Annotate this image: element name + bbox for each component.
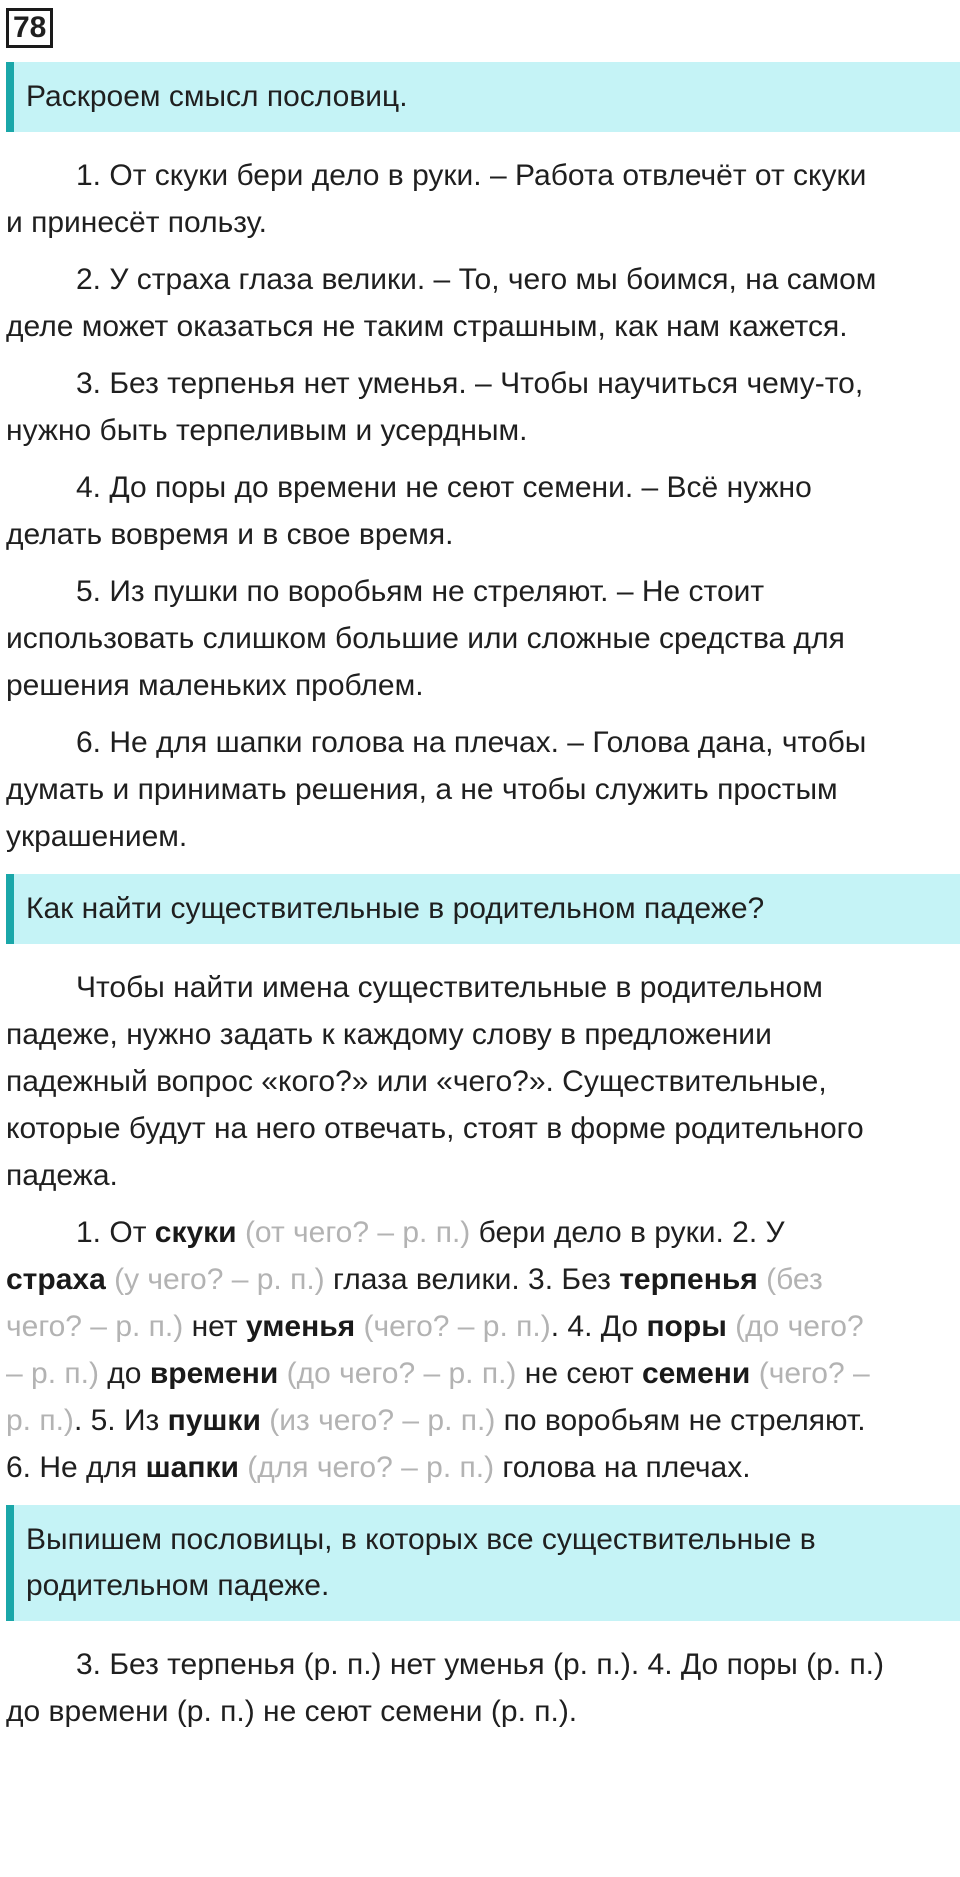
genitive-intro: Чтобы найти имена существительные в родительном падеже, нужно задать к каждому слову в предложении падежный вопрос «кого?» или «чего?». Существительные, которые будут на него отвечать, стоят в форме родительного падежа. <box>6 971 864 1192</box>
case-question-hint: (без чего? – р. п.) <box>6 1263 823 1343</box>
genitive-noun: страха <box>6 1263 106 1296</box>
genitive-noun: поры <box>646 1310 727 1343</box>
case-question-hint: (чего? – р. п.) <box>355 1310 551 1343</box>
genitive-noun: скуки <box>154 1216 237 1249</box>
section-header-meaning: Раскроем смысл пословиц. <box>6 62 960 132</box>
analysis-text: по воробьям не стреляют. 6. Не для <box>6 1404 866 1484</box>
analysis-text: 1. От <box>76 1216 155 1249</box>
genitive-noun: шапки <box>145 1451 239 1484</box>
analysis-text: . 5. Из <box>73 1404 168 1437</box>
analysis-text: нет <box>183 1310 246 1343</box>
case-question-hint: (из чего? – р. п.) <box>260 1404 496 1437</box>
case-question-hint: (до чего? – р. п.) <box>278 1357 517 1390</box>
case-question-hint: (у чего? – р. п.) <box>105 1263 325 1296</box>
genitive-noun: уменья <box>245 1310 356 1343</box>
genitive-analysis <box>6 1209 886 1491</box>
genitive-noun: пушки <box>167 1404 261 1437</box>
proverb-meaning-4: 4. До поры до времени не сеют семени. – Всё нужно делать вовремя и в свое время. <box>6 471 812 551</box>
proverb-meaning-6: 6. Не для шапки голова на плечах. – Голова дана, чтобы думать и принимать решения, а не чтобы служить простым украшением. <box>6 726 867 853</box>
analysis-text: голова на плечах. <box>494 1451 751 1484</box>
analysis-text: глаза велики. 3. Без <box>324 1263 620 1296</box>
genitive-noun: семени <box>641 1357 751 1390</box>
analysis-text: не сеют <box>516 1357 642 1390</box>
case-question-hint: (для чего? – р. п.) <box>238 1451 495 1484</box>
case-question-hint: (чего? – р. п.) <box>6 1357 870 1437</box>
proverb-meaning-2: 2. У страха глаза велики. – То, чего мы боимся, на самом деле может оказаться не таким страшным, как нам кажется. <box>6 263 877 343</box>
analysis-text: . 4. До <box>550 1310 647 1343</box>
proverb-meaning-1: 1. От скуки бери дело в руки. – Работа отвлечёт от скуки и принесёт пользу. <box>6 159 867 239</box>
genitive-noun: терпенья <box>619 1263 758 1296</box>
task-number: 78 <box>6 8 53 48</box>
analysis-text: бери дело в руки. 2. У <box>470 1216 785 1249</box>
section-header-genitive: Как найти существительные в родительном падеже? <box>6 874 960 944</box>
analysis-text: до <box>98 1357 150 1390</box>
answer-proverbs: 3. Без терпенья (р. п.) нет уменья (р. п.). 4. До поры (р. п.) до времени (р. п.) не сеют семени (р. п.). <box>6 1648 885 1728</box>
proverb-meaning-3: 3. Без терпенья нет уменья. – Чтобы научиться чему-то, нужно быть терпеливым и усердным. <box>6 367 864 447</box>
case-question-hint: (от чего? – р. п.) <box>236 1216 471 1249</box>
proverb-meaning-5: 5. Из пушки по воробьям не стреляют. – Не стоит использовать слишком большие или сложные средства для решения маленьких проблем. <box>6 575 845 702</box>
section-header-write-out: Выпишем пословицы, в которых все существительные в родительном падеже. <box>6 1505 960 1621</box>
genitive-noun: времени <box>149 1357 279 1390</box>
case-question-hint: (до чего? – р. п.) <box>6 1310 864 1390</box>
